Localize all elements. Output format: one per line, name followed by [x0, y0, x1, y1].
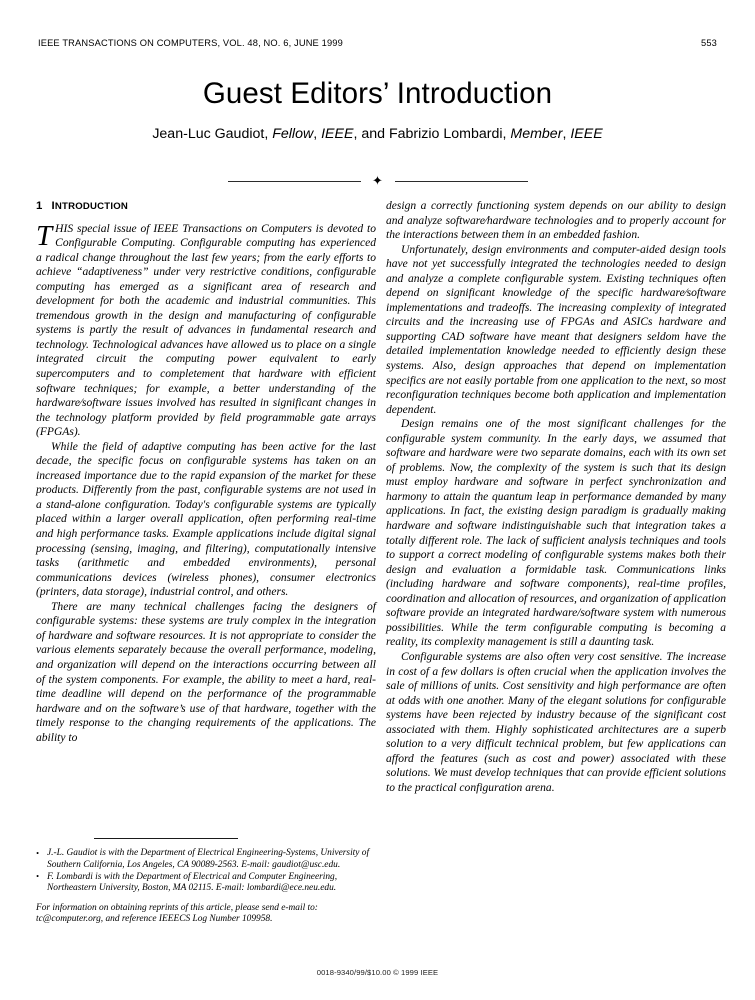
paragraph-right-3: Design remains one of the most significant challenges for the configurable system community. In the early days, we assumed that software and hardware were two separate domains, each with its own set of problems. Now, the complexity of the system is such that its design must employ hardware and software in perfect synchronization and harmony to attain the quantum leap in performance demanded by many applications. In fact, the existing design paradigm is gradually making hardware and software indistinguishable such that integration takes a totally different role. The lack of sufficient analysis techniques and tools to support a correct modeling of configurable systems makes both their design and evaluation a formidable task. Communications links (including hardware and software components), real-time profiles, coordination and allocation of resources, and organization of application software provide an integrated hardware/software system with numerous possibilities. While the term configurable computing is becoming a reality, its complexity management is still a daunting task.: [386, 418, 726, 649]
article-title: Guest Editors’ Introduction: [202, 77, 553, 110]
author-two-grade: Member: [510, 126, 563, 142]
footnote-list: [36, 848, 376, 895]
divider-rule-left: [228, 181, 361, 182]
byline-separator-one: ,: [313, 126, 322, 142]
footnote-separator-rule: [94, 838, 238, 839]
paragraph-right-2: Unfortunately, design environments and computer-aided design tools have not yet successfully integrated the technologies needed to design and analyze a complete configurable system. Existing techniques often depend on significant knowledge of the specific hardware⁄software implementations and tradeoffs. The increasing complexity of integrated circuits and the increasing use of FPGAs and ASICs hardware and supporting CAD software have meant that designers seldom have the detailed implementation knowledge needed to efficiently design these systems. Also, design approaches that depend on implementation specifics are not easily portable from one application to the next, so most reconfiguration techniques become both application and implementation dependent.: [386, 243, 726, 416]
four-point-star-icon: ✦: [372, 173, 383, 188]
byline-conjunction: , and Fabrizio Lombardi,: [353, 126, 511, 142]
section-number: 1: [36, 200, 43, 212]
page-number: 553: [701, 38, 717, 48]
section-heading-introduction: [36, 199, 376, 215]
column-right: [386, 199, 726, 795]
paragraph-left-1-text: special issue of IEEE Transactions on Computers is devoted to Configurable Computing. Configurable computing has experienced a radical change throughout the last few years; from the early efforts to achieve “adaptiveness” under very restrictive conditions, configurable computing has emerged as a significant area of research and development for both the academic and industrial communities. This tremendous growth in the design and manufacturing of configurable systems is partly the result of advances in fundamental research and technology. Technological advances have allowed us to place on a single integrated circuit the computing power equivalent to early supercomputers and to completement that hardware with efficient software techniques; for example, a better understanding of the hardware⁄software issues involved has resulted in significant changes in the technology platform provided by field programmable gate arrays (FPGAs).: [36, 222, 376, 439]
byline-separator-two: ,: [562, 126, 571, 142]
author-one-name: Jean-Luc Gaudiot,: [152, 126, 273, 142]
paragraph-left-1-smallcaps: HIS: [55, 222, 74, 235]
drop-cap: T: [36, 219, 53, 252]
section-title-rest: NTRODUCTION: [54, 201, 129, 212]
author-byline: [0, 126, 755, 142]
divider-rule-right: [395, 181, 528, 182]
author-footnote-block: [36, 838, 376, 926]
author-one-society: IEEE: [321, 126, 354, 142]
author-one-grade: Fellow: [272, 126, 314, 142]
paragraph-left-1: [36, 219, 376, 440]
footnote-author-one: • J.-L. Gaudiot is with the Department of Electrical Engineering-Systems, University of Southern California, Los Angeles, CA 90089-2563. E-mail: gaudiot@usc.edu.: [36, 848, 376, 871]
author-two-society: IEEE: [570, 126, 603, 142]
page-footer-copyright: 0018-9340/99/$10.00 © 1999 IEEE: [316, 968, 439, 977]
paragraph-left-2: While the field of adaptive computing has been active for the last decade, the specific focus on configurable systems has taken on an increased importance due to the rapid expansion of the market for these products. Differently from the past, configurable systems are not used in a stand-alone configuration. Today's configurable systems are typically placed within a larger overall application, often performing real-time and high performance tasks. Example applications include digital signal processing (sensing, imaging, and filtering), computationally intensive tasks (arithmetic and embedded environments), personal communications devices (wireless phones), consumer electronics (printers, data storage), industrial control, and others.: [36, 440, 376, 599]
footnote-author-two: • F. Lombardi is with the Department of Electrical and Computer Engineering, Northeastern University, Boston, MA 02115. E-mail: lombardi@ece.neu.edu.: [36, 872, 376, 895]
paragraph-right-4: Configurable systems are also often very cost sensitive. The increase in cost of a few dollars is often crucial when the application involves the sale of millions of units. Cost sensitivity and high performance are often at odds with one another. Many of the elegant solutions for configurable systems have been rejected by industry because of the significant cost associated with them. Highly sophisticated architectures are a superb solution to a very difficult technical problem, but few applications can afford the features (such as cost and power) associated with these solutions. We must develop techniques that can provide efficient solutions to the practical configuration arena.: [386, 650, 726, 794]
footnote-reprint-note: For information on obtaining reprints of this article, please send e-mail to: tc@computer.org, and reference IEEECS Log Number 109958.: [36, 902, 318, 925]
column-left: [36, 199, 376, 745]
section-ornament-divider: [0, 175, 755, 188]
running-head: [38, 38, 717, 54]
journal-reference: IEEE TRANSACTIONS ON COMPUTERS, VOL. 48, NO. 6, JUNE 1999: [38, 38, 343, 48]
section-title-initial: I: [51, 200, 55, 212]
paragraph-left-3: There are many technical challenges facing the designers of configurable systems: these systems are truly complex in the integration of hardware and software resources. It is not appropriate to consider the various elements separately because the overall performance, modeling, and organization will depend on the interactions occurring between all of the system components. For example, the ability to meet a hard, real-time deadline will depend on the performance of the programmable hardware and on the software’s use of that hardware, together with the timely response to the changing requirements of the applications. The ability to: [36, 600, 376, 744]
paragraph-right-1: design a correctly functioning system depends on our ability to design and analyze software⁄hardware technologies and to properly account for the interactions between them in an embedded fashion.: [386, 200, 726, 242]
